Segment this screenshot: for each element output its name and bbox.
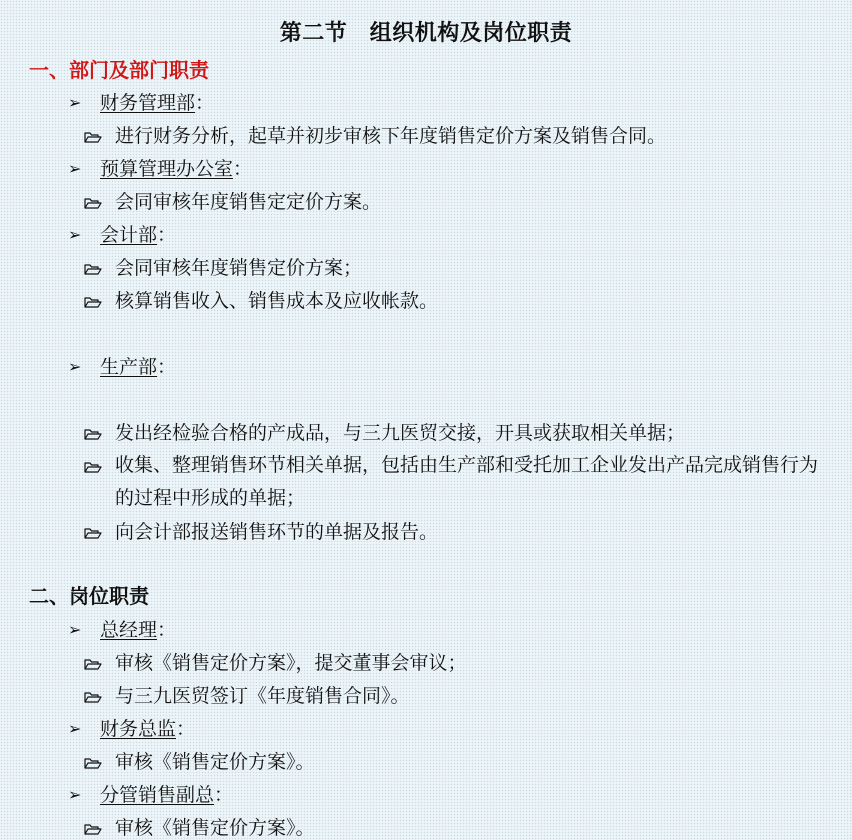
folder-bullet-icon xyxy=(84,263,102,275)
item-accounting-dept xyxy=(68,223,176,247)
list-item xyxy=(84,684,410,708)
sub-text: 向会计部报送销售环节的单据及报告。 xyxy=(115,521,439,543)
section-heading-departments: 一、部门及部门职责 xyxy=(29,58,209,82)
item-label: 分管销售副总 xyxy=(100,784,215,806)
page-title: 第二节 组织机构及岗位职责 xyxy=(279,21,573,46)
item-suffix: ： xyxy=(195,92,215,114)
arrow-bullet-icon: ➢ xyxy=(68,159,82,178)
arrow-bullet-icon: ➢ xyxy=(68,93,82,112)
sub-text: 收集、整理销售环节相关单据，包括由生产部和受托加工企业发出产品完成销售行为的过程中形成的单据； xyxy=(115,454,819,509)
list-item xyxy=(84,256,362,280)
list-item xyxy=(84,421,685,445)
list-item xyxy=(84,190,381,214)
folder-bullet-icon xyxy=(84,197,102,209)
arrow-bullet-icon: ➢ xyxy=(68,357,82,376)
item-label: 预算管理办公室 xyxy=(100,158,234,180)
item-label: 财务管理部 xyxy=(100,92,196,114)
item-production-dept xyxy=(68,355,176,379)
arrow-bullet-icon: ➢ xyxy=(68,785,82,804)
sub-text: 核算销售收入、销售成本及应收帐款。 xyxy=(115,290,439,312)
item-suffix: ： xyxy=(157,619,177,641)
item-budget-office xyxy=(68,157,252,181)
folder-bullet-icon xyxy=(84,131,102,143)
list-item xyxy=(84,816,315,840)
item-label: 会计部 xyxy=(100,224,158,246)
item-sales-vp xyxy=(68,783,233,807)
folder-bullet-icon xyxy=(84,296,102,308)
folder-bullet-icon xyxy=(84,823,102,835)
folder-bullet-icon xyxy=(84,658,102,670)
list-item xyxy=(84,454,827,515)
sub-text: 审核《销售定价方案》。 xyxy=(115,751,315,773)
item-suffix: ： xyxy=(214,784,234,806)
sub-text: 发出经检验合格的产成品，与三九医贸交接，开具或获取相关单据； xyxy=(115,422,686,444)
list-item xyxy=(84,651,467,675)
item-label: 总经理 xyxy=(100,619,158,641)
arrow-bullet-icon: ➢ xyxy=(68,225,82,244)
sub-text: 进行财务分析，起草并初步审核下年度销售定价方案及销售合同。 xyxy=(115,125,667,147)
sub-text: 审核《销售定价方案》。 xyxy=(115,817,315,839)
section-heading-positions: 二、岗位职责 xyxy=(29,584,149,608)
item-suffix: ： xyxy=(233,158,253,180)
sub-text: 审核《销售定价方案》，提交董事会审议； xyxy=(115,652,467,674)
folder-bullet-icon xyxy=(84,461,102,473)
folder-bullet-icon xyxy=(84,527,102,539)
item-suffix: ： xyxy=(176,718,196,740)
sub-text: 与三九医贸签订《年度销售合同》。 xyxy=(115,685,410,707)
arrow-bullet-icon: ➢ xyxy=(68,719,82,738)
item-general-manager xyxy=(68,618,176,642)
list-item xyxy=(84,520,438,544)
folder-bullet-icon xyxy=(84,428,102,440)
item-label: 财务总监 xyxy=(100,718,177,740)
folder-bullet-icon xyxy=(84,757,102,769)
list-item xyxy=(84,289,438,313)
item-suffix: ： xyxy=(157,356,177,378)
item-finance-director xyxy=(68,717,195,741)
sub-text: 会同审核年度销售定价方案； xyxy=(115,257,363,279)
arrow-bullet-icon: ➢ xyxy=(68,620,82,639)
list-item xyxy=(84,124,666,148)
item-finance-dept xyxy=(68,91,214,115)
list-item xyxy=(84,750,315,774)
item-suffix: ： xyxy=(157,224,177,246)
sub-text: 会同审核年度销售定定价方案。 xyxy=(115,191,382,213)
folder-bullet-icon xyxy=(84,691,102,703)
item-label: 生产部 xyxy=(100,356,158,378)
